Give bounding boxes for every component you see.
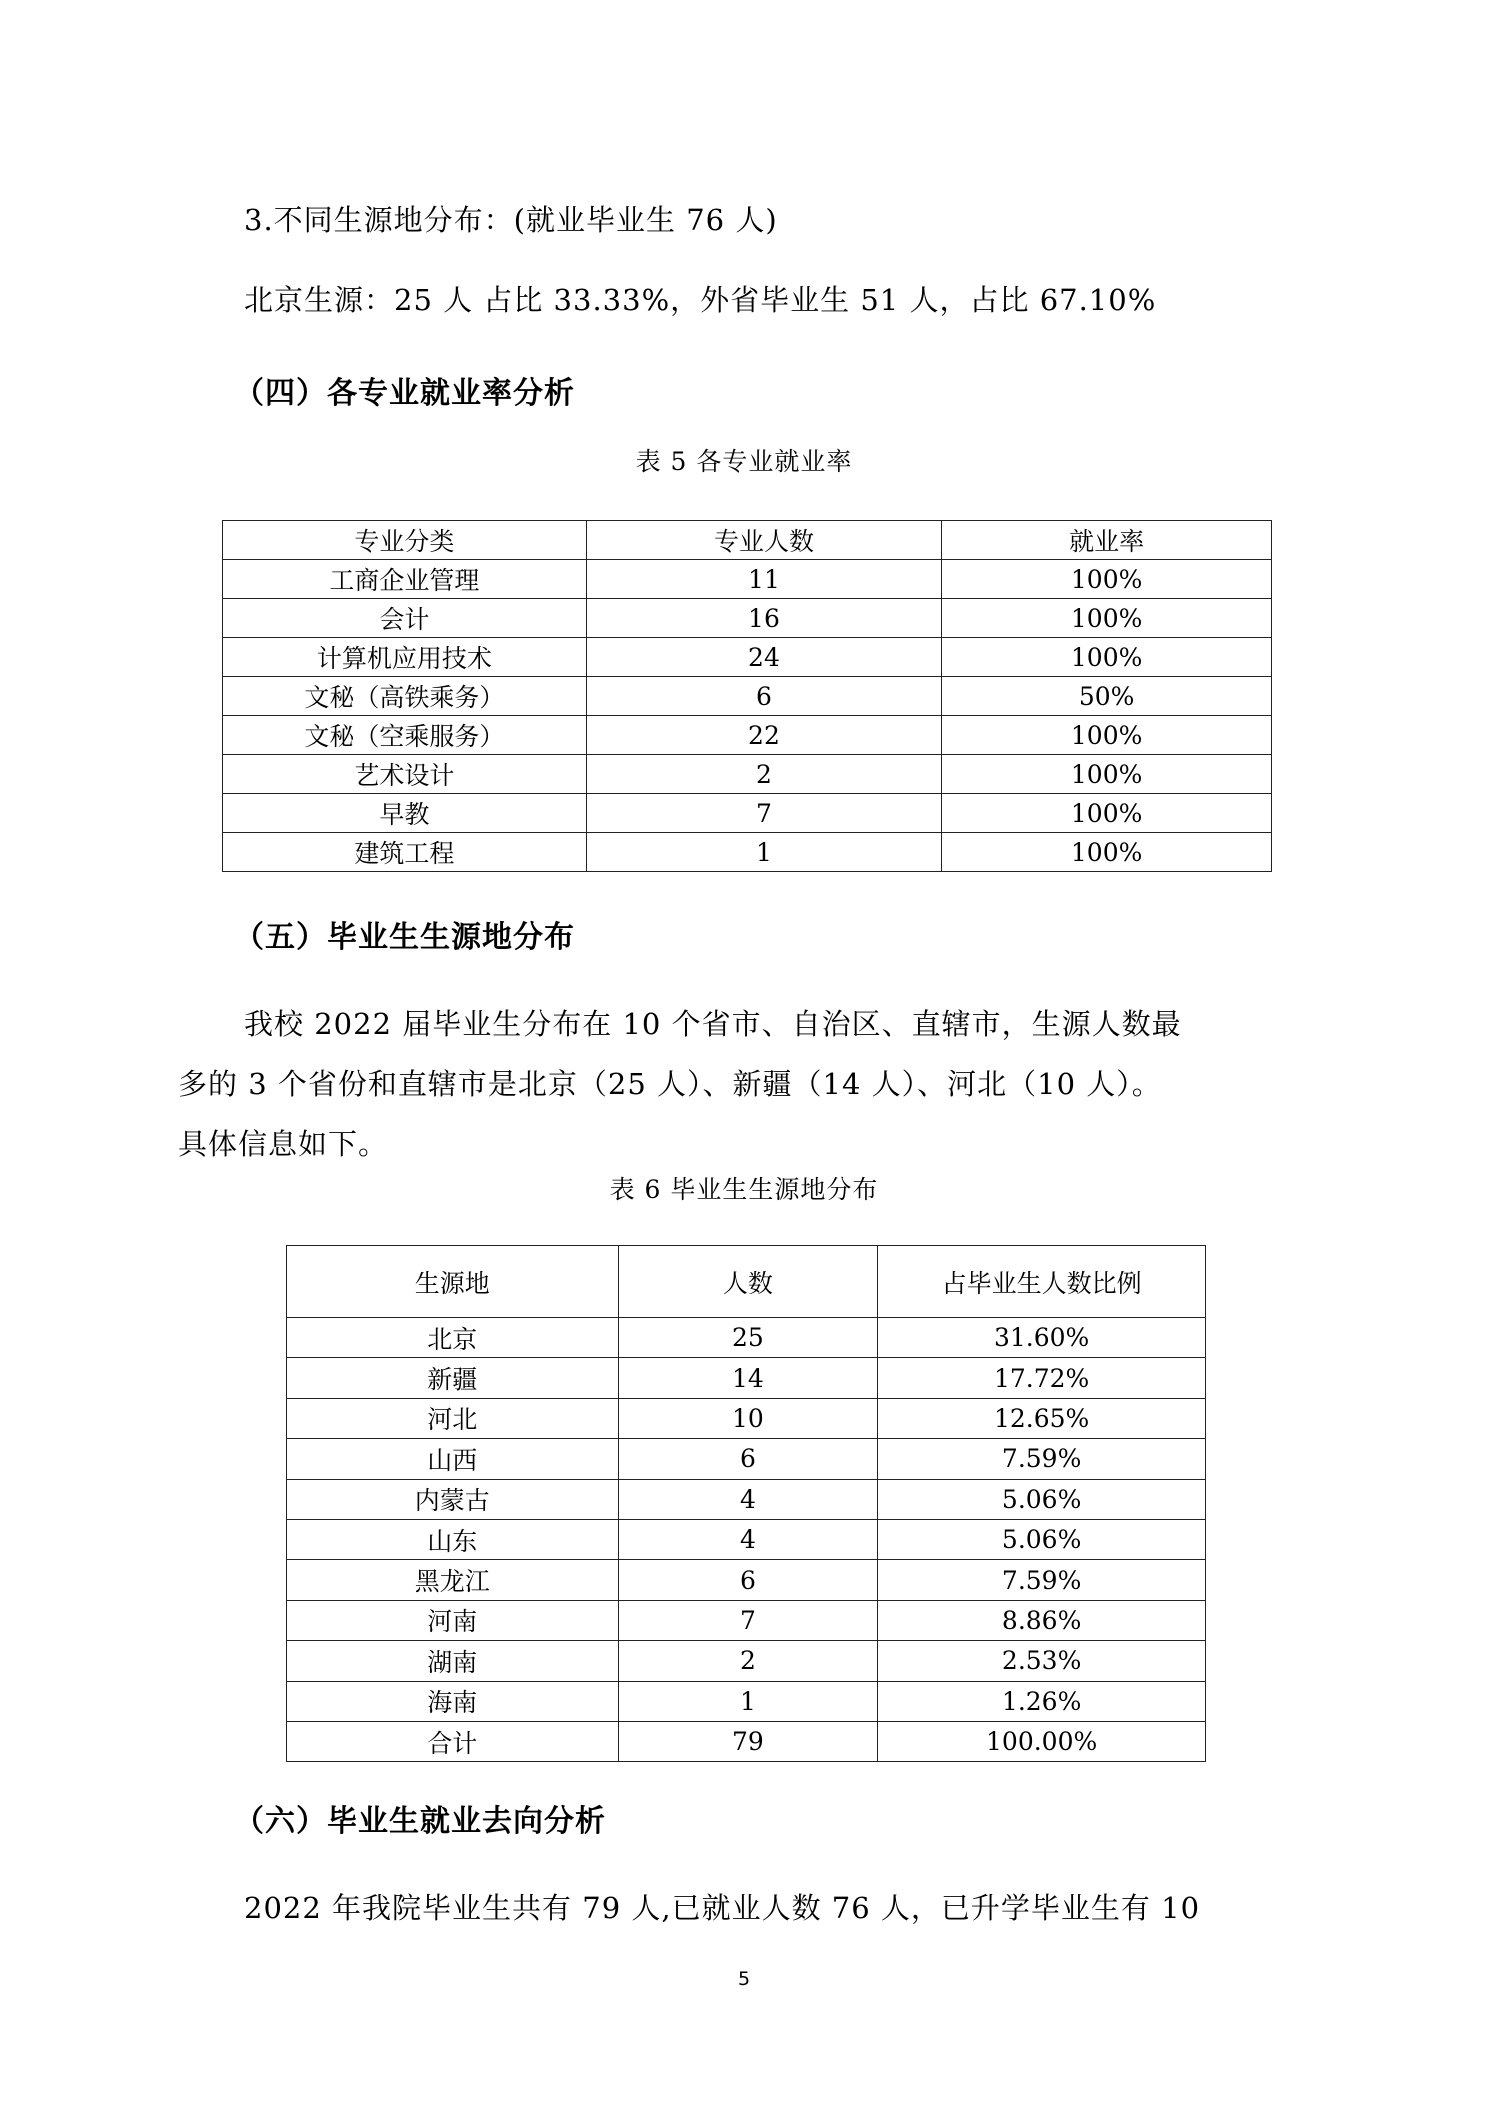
table-row [287,1398,1206,1438]
table-cell: 50% [942,677,1272,716]
section5-heading: （五）毕业生生源地分布 [234,920,575,955]
table-row [223,833,1272,872]
table-row [287,1358,1206,1398]
table-cell: 14 [618,1358,878,1398]
section3-line2: 北京生源：25 人 占比 33.33%，外省毕业生 51 人，占比 67.10% [244,283,1157,317]
table-cell: 1 [586,833,942,872]
table-cell: 湖南 [287,1641,619,1681]
column-header: 占毕业生人数比例 [878,1246,1206,1318]
table-header-row [223,521,1272,560]
student-origin-table [286,1245,1206,1762]
table-cell: 100% [942,716,1272,755]
table-cell: 6 [586,677,942,716]
table-cell: 5.06% [878,1479,1206,1519]
table-cell: 16 [586,599,942,638]
table-cell: 100% [942,755,1272,794]
table-row [223,755,1272,794]
section5-para-line2: 多的 3 个省份和直辖市是北京（25 人）、新疆（14 人）、河北（10 人）。 [178,1067,1162,1101]
table-cell: 1 [618,1681,878,1721]
table-cell: 会计 [223,599,587,638]
table-row [287,1641,1206,1681]
table-cell: 100% [942,638,1272,677]
table-row [287,1681,1206,1721]
table-cell: 10 [618,1398,878,1438]
table-row [223,560,1272,599]
table-cell: 山东 [287,1519,619,1559]
table-cell: 海南 [287,1681,619,1721]
table-cell: 100% [942,833,1272,872]
section5-para-line1: 我校 2022 届毕业生分布在 10 个省市、自治区、直辖市，生源人数最 [244,1007,1182,1041]
table-cell: 7.59% [878,1560,1206,1600]
table-cell: 4 [618,1519,878,1559]
table-cell: 7 [586,794,942,833]
table-row [223,599,1272,638]
table-cell: 17.72% [878,1358,1206,1398]
table-cell: 24 [586,638,942,677]
table-cell: 工商企业管理 [223,560,587,599]
table-row [223,638,1272,677]
table-cell: 2.53% [878,1641,1206,1681]
table-cell: 100% [942,560,1272,599]
table-cell: 11 [586,560,942,599]
table-cell: 100.00% [878,1721,1206,1761]
table-row [287,1721,1206,1761]
table-cell: 12.65% [878,1398,1206,1438]
table-row [223,716,1272,755]
table-row [287,1479,1206,1519]
table-row [287,1318,1206,1358]
table-cell: 8.86% [878,1600,1206,1640]
table-header-row [287,1246,1206,1318]
table5-caption: 表 5 各专业就业率 [635,447,853,476]
table-row [223,677,1272,716]
table-cell: 早教 [223,794,587,833]
table-cell: 6 [618,1560,878,1600]
table-cell: 黑龙江 [287,1560,619,1600]
table6-caption: 表 6 毕业生生源地分布 [609,1175,879,1204]
table-row [287,1519,1206,1559]
table-cell: 7 [618,1600,878,1640]
section6-heading: （六）毕业生就业去向分析 [234,1804,606,1839]
table-row [223,794,1272,833]
column-header: 就业率 [942,521,1272,560]
section5-para-line3: 具体信息如下。 [178,1127,389,1161]
table-row [287,1560,1206,1600]
table-cell: 1.26% [878,1681,1206,1721]
table-cell: 内蒙古 [287,1479,619,1519]
column-header: 专业分类 [223,521,587,560]
table-row [287,1439,1206,1479]
table-cell: 4 [618,1479,878,1519]
page-number: 5 [737,1968,751,1990]
table-cell: 文秘（高铁乘务） [223,677,587,716]
section3-line1: 3.不同生源地分布：(就业毕业生 76 人) [244,203,778,237]
table-cell: 北京 [287,1318,619,1358]
table-cell: 艺术设计 [223,755,587,794]
table-cell: 100% [942,794,1272,833]
column-header: 专业人数 [586,521,942,560]
table-cell: 2 [586,755,942,794]
table-cell: 25 [618,1318,878,1358]
table-cell: 22 [586,716,942,755]
table-cell: 建筑工程 [223,833,587,872]
table-cell: 2 [618,1641,878,1681]
table-cell: 河南 [287,1600,619,1640]
table-cell: 计算机应用技术 [223,638,587,677]
table-cell: 新疆 [287,1358,619,1398]
table-cell: 山西 [287,1439,619,1479]
table-cell: 河北 [287,1398,619,1438]
table-cell: 7.59% [878,1439,1206,1479]
table-cell: 文秘（空乘服务） [223,716,587,755]
table-row [287,1600,1206,1640]
table-cell: 31.60% [878,1318,1206,1358]
major-employment-table [222,520,1272,872]
table-cell: 79 [618,1721,878,1761]
table-cell: 6 [618,1439,878,1479]
section4-heading: （四）各专业就业率分析 [234,376,575,411]
section6-para-line1: 2022 年我院毕业生共有 79 人,已就业人数 76 人，已升学毕业生有 10 [244,1891,1201,1925]
column-header: 人数 [618,1246,878,1318]
table-cell: 5.06% [878,1519,1206,1559]
table-cell: 合计 [287,1721,619,1761]
column-header: 生源地 [287,1246,619,1318]
table-cell: 100% [942,599,1272,638]
